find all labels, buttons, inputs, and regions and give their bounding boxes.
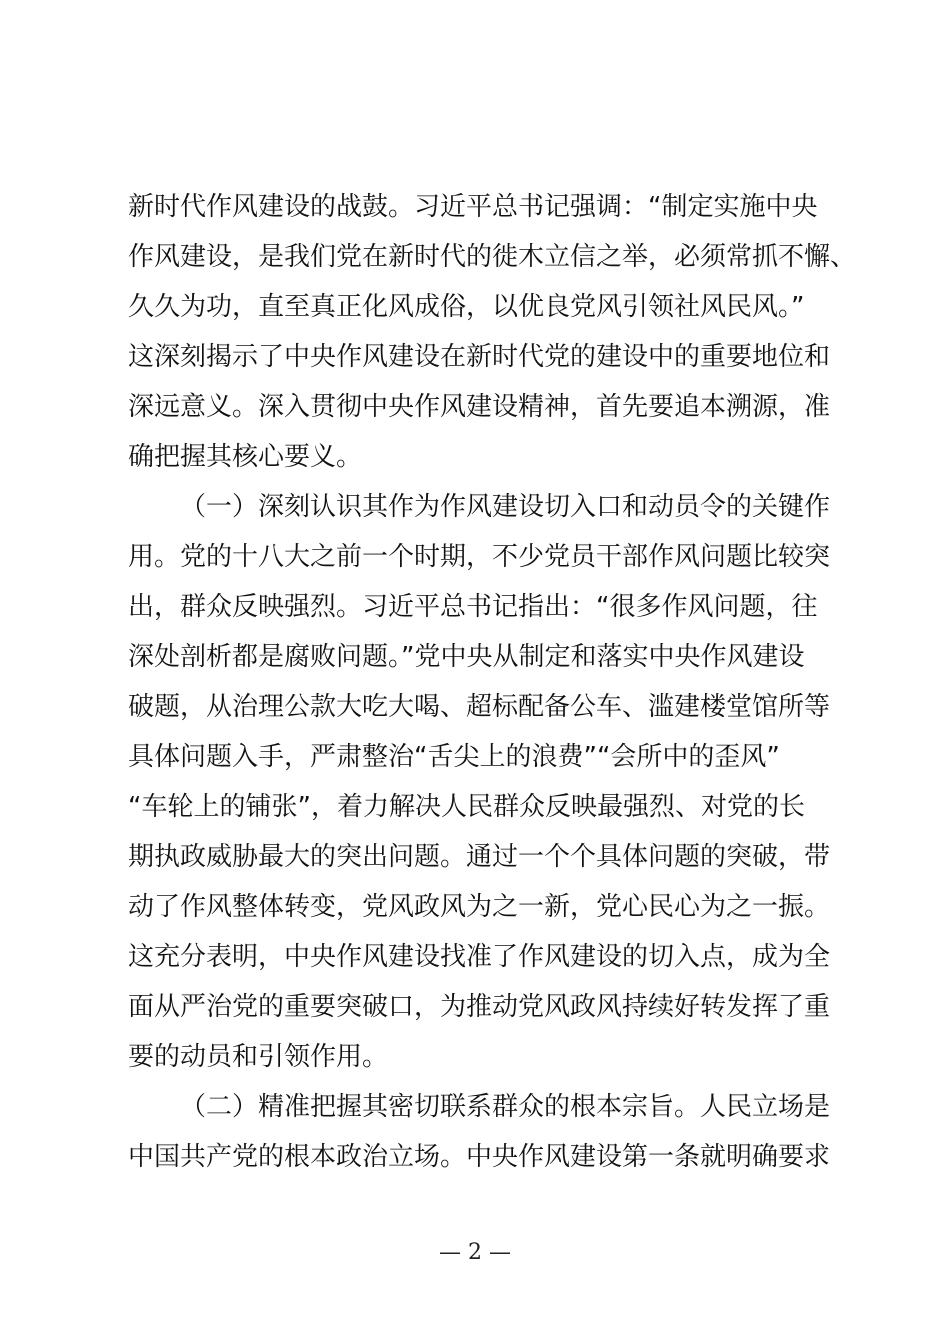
text-line: 具体问题入手，严肃整治“舌尖上的浪费”“会所中的歪风” bbox=[128, 742, 780, 772]
text-line: 确把握其核心要义。 bbox=[128, 442, 363, 472]
text-line: 动了作风整体转变，党风政风为之一新，党心民心为之一振。 bbox=[128, 892, 831, 922]
text-line: 用。党的十八大之前一个时期，不少党员干部作风问题比较突 bbox=[128, 542, 831, 572]
text-line: 深处剖析都是腐败问题。”党中央从制定和落实中央作风建设 bbox=[128, 642, 805, 672]
text-line: 新时代作风建设的战鼓。习近平总书记强调：“制定实施中央 bbox=[128, 192, 818, 222]
text-line: 深远意义。深入贯彻中央作风建设精神，首先要追本溯源，准 bbox=[128, 392, 831, 422]
text-line: 作风建设，是我们党在新时代的徙木立信之举，必须常抓不懈、 bbox=[128, 242, 857, 272]
text-line: （二）精准把握其密切联系群众的根本宗旨。人民立场是 bbox=[180, 1092, 831, 1122]
text-line: 面从严治党的重要突破口，为推动党风政风持续好转发挥了重 bbox=[128, 992, 831, 1022]
text-line: （一）深刻认识其作为作风建设切入口和动员令的关键作 bbox=[180, 492, 831, 522]
page-number: — 2 — bbox=[439, 1240, 511, 1265]
text-line: “车轮上的铺张”，着力解决人民群众反映最强烈、对党的长 bbox=[128, 792, 805, 822]
text-line: 要的动员和引领作用。 bbox=[128, 1042, 389, 1072]
text-line: 破题，从治理公款大吃大喝、超标配备公车、滥建楼堂馆所等 bbox=[128, 692, 831, 722]
text-line: 这深刻揭示了中央作风建设在新时代党的建设中的重要地位和 bbox=[128, 342, 831, 372]
text-line: 期执政威胁最大的突出问题。通过一个个具体问题的突破，带 bbox=[128, 842, 831, 872]
text-line: 久久为功，直至真正化风成俗，以优良党风引领社风民风。” bbox=[128, 292, 805, 322]
text-line: 这充分表明，中央作风建设找准了作风建设的切入点，成为全 bbox=[128, 942, 831, 972]
text-line: 出，群众反映强烈。习近平总书记指出：“很多作风问题，往 bbox=[128, 592, 818, 622]
text-line: 中国共产党的根本政治立场。中央作风建设第一条就明确要求 bbox=[128, 1142, 831, 1172]
